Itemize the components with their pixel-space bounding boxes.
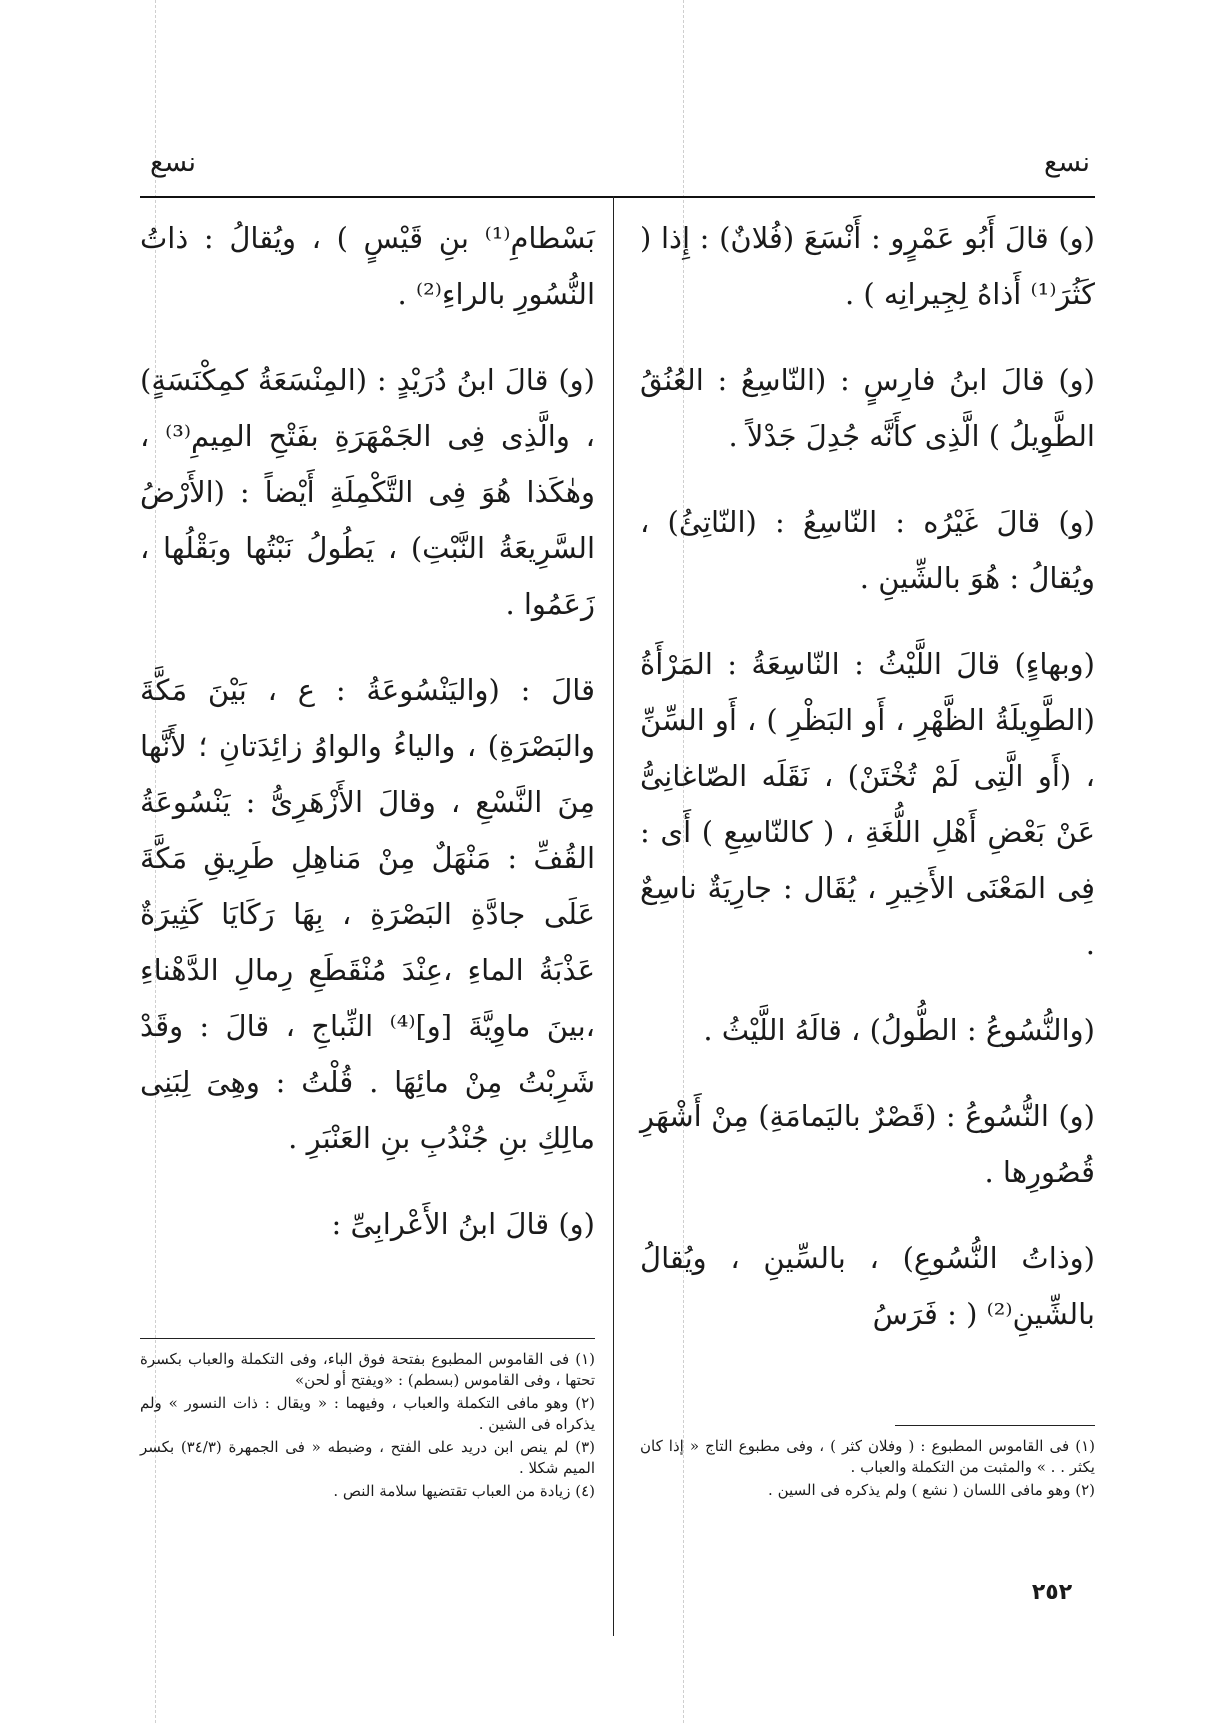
dictionary-entry: (و) النُّسُوعُ : (قَصْرٌ باليَمامَةِ) مِنْ أَشْهَرِ قُصُورِها . — [640, 1099, 1095, 1189]
page-header — [150, 142, 1090, 182]
footnotes-right — [640, 1425, 1095, 1503]
header-title-left: نسع — [1044, 146, 1090, 178]
dictionary-entry: (وبهاءٍ) قالَ اللَّيْثُ : النّاسِعَةُ : المَرْأَةُ (الطَّوِيلَةُ الظَّهْرِ ، أَو البَظْرِ ) ، أَو السِّنِّ ، (أَو الَّتِى لَمْ تُخْتَنْ) ، نَقَلَه الصّاغانِىُّ عَنْ بَعْضِ أَهْلِ اللُّغَةِ ، ( كالنّاسِعِ ) أَى : فِى المَعْنَى الأَخِيرِ ، يُقَال : جارِيَةٌ ناسِعٌ . — [640, 647, 1095, 961]
footnote-rule — [895, 1425, 1095, 1426]
dictionary-entry: (و) قالَ ابنُ دُرَيْدٍ : (المِنْسَعَةُ كمِكْنَسَةٍ) ، والَّذِى فِى الجَمْهَرَةِ بفَتْحِ المِيمِ⁽³⁾ ، وهٰكَذا هُوَ فِى التَّكْمِلَةِ أَيْضاً : (الأَرْضُ السَّرِيعَةُ النَّبْتِ) ، يَطُولُ نَبْتُها وبَقْلُها ، زَعَمُوا . — [140, 363, 595, 621]
header-rule — [140, 196, 1095, 198]
footnote: (٤) زيادة من العباب تقتضيها سلامة النص . — [333, 1482, 595, 1500]
footnote: (٢) وهو مافى اللسان ( نشع ) ولم يذكره فى السين . — [768, 1481, 1095, 1499]
header-title-right: نسع — [150, 146, 196, 178]
footnote: (٣) لم ينص ابن دريد على الفتح ، وضبطه « فى الجمهرة (٣٤/٣) بكسر الميم شكلا . — [140, 1438, 595, 1477]
left-column — [140, 210, 595, 1610]
page-number: ٢٥٢ — [1031, 1580, 1073, 1605]
dictionary-entry: (وذاتُ النُّسُوعِ) ، بالسِّينِ ، ويُقالُ بالشِّينِ⁽²⁾ ( : فَرَسُ — [640, 1241, 1095, 1331]
footnote: (١) فى القاموس المطبوع : ( وفلان كثر ) ، وفى مطبوع التاج « إذا كان يكثر . . » والمثبت من التكملة والعباب . — [640, 1437, 1095, 1476]
dictionary-entry: (والنُّسُوعُ : الطُّولُ) ، قالَهُ اللَّيْثُ . — [703, 1013, 1095, 1047]
footnote-rule — [140, 1338, 595, 1339]
footnote: (١) فى القاموس المطبوع بفتحة فوق الباء، وفى التكملة والعباب بكسرة تحتها ، وفى القاموس (بسطم) : «ويفتح أو لحن» — [140, 1350, 595, 1389]
column-divider — [613, 196, 614, 1636]
footnote-list — [640, 1436, 1095, 1501]
footnote: (٢) وهو مافى التكملة والعباب ، وفيهما : « ويقال : ذات النسور » ولم يذكراه فى الشين . — [140, 1394, 595, 1433]
dictionary-entry: بَسْطامِ⁽¹⁾ بنِ قَيْسٍ ) ، ويُقالُ : ذاتُ النُّسُورِ بالراءِ⁽²⁾ . — [140, 221, 595, 311]
dictionary-entry: قالَ : (واليَنْسُوعَةُ : ع ، بَيْنَ مَكَّةَ والبَصْرَةِ) ، والياءُ والواوُ زائِدَتانِ ؛ لأَنَّها مِنَ النَّسْعِ ، وقالَ الأَزْهَرِىُّ : يَنْسُوعَةُ القُفِّ : مَنْهَلٌ مِنْ مَناهِلِ طَرِيقِ مَكَّةَ عَلَى جادَّةِ البَصْرَةِ ، بِهَا رَكَايَا كَثِيرَةٌ عَذْبَةُ الماءِ ،عِنْدَ مُنْقَطَعِ رِمالِ الدَّهْناءِ ،بينَ ماوِيَّةَ [و]⁽⁴⁾ النِّباجِ ، قالَ : وقَدْ شَرِبْتُ مِنْ مائِهَا . قُلْتُ : وهِىَ لِبَنِى مالِكِ بنِ جُنْدُبِ بنِ العَنْبَرِ . — [140, 673, 596, 1155]
dictionary-entry: (و) قالَ ابنُ فارِسٍ : (النّاسِعُ : العُنُقُ الطَّوِيلُ ) الَّذِى كأَنَّه جُدِلَ جَدْلاً . — [640, 363, 1095, 453]
right-column — [640, 210, 1095, 1610]
dictionary-entry: (و) قالَ ابنُ الأَعْرابِىِّ : — [331, 1207, 595, 1241]
footnote-list — [140, 1349, 595, 1502]
dictionary-entry: (و) قالَ أَبُو عَمْرٍو : أَنْسَعَ (فُلانٌ) : إِذا ( كَثُرَ⁽¹⁾ أَذاهُ لِجِيرانِه ) . — [640, 221, 1095, 311]
footnotes-left — [140, 1338, 595, 1504]
dictionary-entry: (و) قالَ غَيْرُه : النّاسِعُ : (النّاتِئُ) ، ويُقالُ : هُوَ بالشِّينِ . — [640, 505, 1095, 595]
